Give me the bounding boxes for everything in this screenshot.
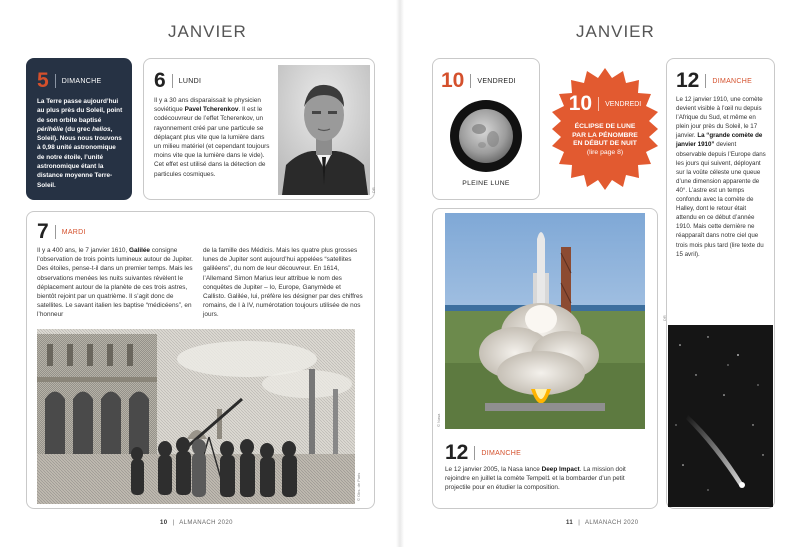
day-number: 10 <box>441 69 465 92</box>
day-number: 10 <box>568 92 593 115</box>
engraving-credit: © Obs. de Paris <box>356 472 361 501</box>
card-day-10 <box>432 58 540 200</box>
weekday-label: VENDREDI <box>477 77 516 85</box>
weekday-label: LUNDI <box>178 77 202 85</box>
weekday-label: VENDREDI <box>605 100 642 108</box>
galileo-engraving <box>37 329 355 504</box>
moon-phase-caption: PLEINE LUNE <box>462 180 510 187</box>
weekday-label: DIMANCHE <box>61 77 102 85</box>
photo-credit: DR <box>662 315 667 321</box>
card-day-12-comet <box>662 58 775 509</box>
weekday-label: DIMANCHE <box>712 77 753 85</box>
rocket-launch-photo <box>445 213 645 429</box>
day-number: 7 <box>37 220 49 243</box>
tcherenkov-portrait <box>278 65 370 195</box>
photo-credit: © Nasa <box>436 413 441 427</box>
left-page-title: JANVIER <box>168 22 247 41</box>
day-number: 6 <box>154 69 166 92</box>
day-number: 12 <box>676 69 700 92</box>
card-7-column-2: de la famille des Médicis. Mais les quatre plus grosses lunes de Jupiter sont aujourd’hui appelées “satellites galiléens”, du nom de leur découvreur. En 1614, l’Allemand Simon Marius leur attribue le nom des conquêtes de Jupiter – Io, Europe, Ganymède et Callisto. Galilée, lui, préfère les désigner par des chiffres romains, de I à IV, numérotation toujours utilisée de nos jours. <box>203 247 363 319</box>
photo-credit: DR <box>371 187 376 193</box>
card-day-6 <box>143 58 375 200</box>
day-number: 12 <box>445 441 469 464</box>
card-12-comet-text: Le 12 janvier 1910, une comète devient visible à l’œil nu depuis l’Afrique du Sud, et même en plein jour près du Soleil, le 17 janvier. La “grande comète de janvier 1910” devient observable depuis l’Europe dans les jours qui suivent, déployant sur la voûte céleste une queue d’une dimension apparente de 40°. L’astre est un temps confondu avec la comète de Halley, dont le retour était attendu en ce début d’année 1910. Mais cette dernière ne réapparaît dans notre ciel que trois mois plus tard (lire texte du 15 avril). <box>676 96 766 258</box>
card-day-7 <box>26 211 375 509</box>
weekday-label: MARDI <box>61 228 86 236</box>
card-6-text: Il y a 30 ans disparaissait le physicien soviétique Pavel Tcherenkov. Il est le codécouvreur de l’effet Tcherenkov, un rayonnement créé par une particule se déplaçant plus vite que la lumière dans un milieu matériel (et cependant toujours moins vite que la lumière dans le vide). Cet effet est utilisé dans la détection de particules cosmiques. <box>154 97 270 178</box>
eclipse-badge <box>544 68 666 190</box>
card-12-deep-impact-text: Le 12 janvier 2005, la Nasa lance Deep Impact. La mission doit rejoindre en juillet la comète Tempel1 et la bombarder d’un petit projectile pour en étudier la composition. <box>445 466 626 492</box>
card-5-text: La Terre passe aujourd’hui au plus près du Soleil, point de son orbite baptisé périhélie (du grec helios, Soleil). Nous nous trouvons à 0,98 unité astronomique de notre étoile, l’unité astronomique étant la distance moyenne Terre-Soleil. <box>37 98 123 189</box>
left-footer: 10 | ALMANACH 2020 <box>160 520 233 526</box>
card-7-column-1: Il y a 400 ans, le 7 janvier 1610, Galilée consigne l’observation de trois points lumineux autour de Jupiter. Des étoiles, pense-t-il dans un premier temps. Mais les observations menées les nuits suivantes révèlent le déplacement autour de la planète de ces trois astres, bientôt rejoint par un quatrième. Il s’agit donc de satellites. Le savant italien les baptise “médicéens”, en l’honneur <box>37 247 193 319</box>
day-number: 5 <box>37 69 49 92</box>
comet-photo <box>668 325 773 507</box>
right-footer: 11 | ALMANACH 2020 <box>566 520 639 526</box>
right-page-title: JANVIER <box>576 22 655 41</box>
eclipse-text: ÉCLIPSE DE LUNE PAR LA PÉNOMBRE EN DÉBUT DE NUIT (lire page 8) <box>572 123 638 156</box>
card-day-12-deep-impact <box>432 208 658 509</box>
full-moon-icon <box>449 99 523 173</box>
book-gutter <box>396 0 404 547</box>
card-day-5 <box>26 58 132 200</box>
weekday-label: DIMANCHE <box>481 449 522 457</box>
